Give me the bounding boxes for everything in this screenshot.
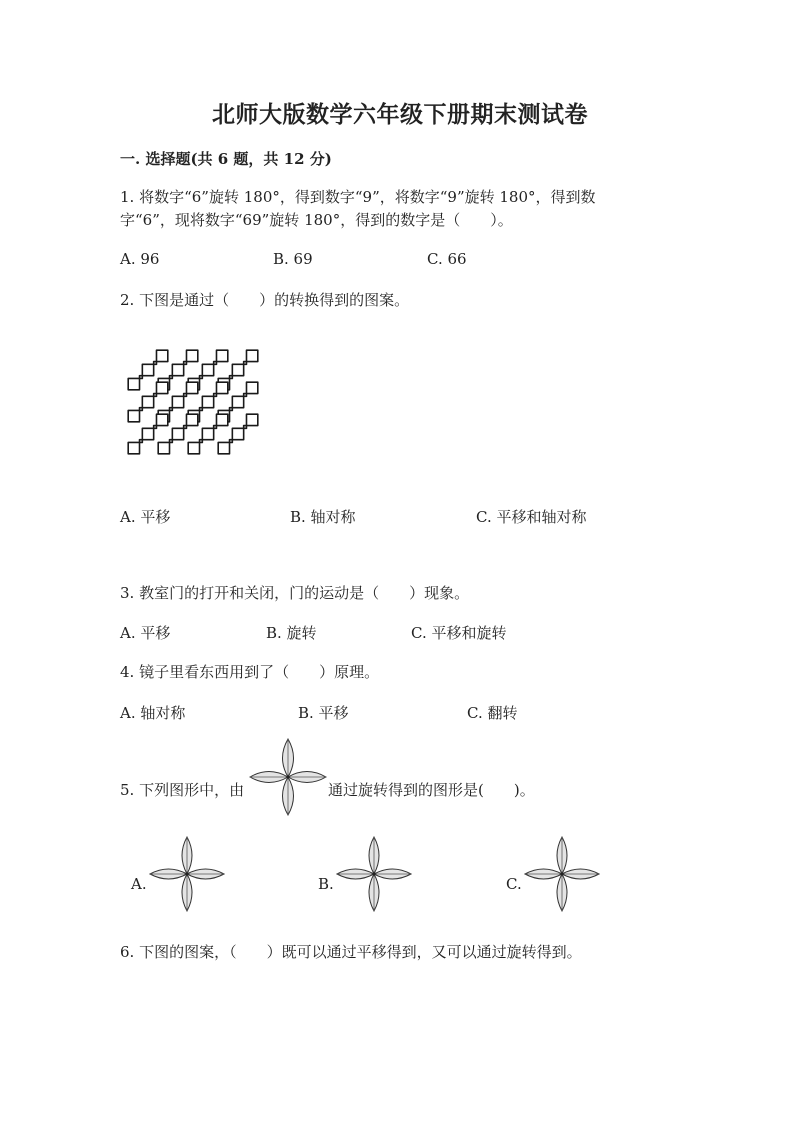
question-3-option-c[interactable]: C. 平移和旋转 (411, 624, 507, 642)
question-1-option-c[interactable]: C. 66 (427, 250, 467, 268)
flower-figure-reference (248, 737, 328, 817)
question-5-option-b-label[interactable]: B. (318, 875, 334, 893)
question-5-text-after: 通过旋转得到的图形是( )。 (328, 781, 535, 799)
question-4-option-a[interactable]: A. 轴对称 (120, 704, 186, 722)
question-2-option-b[interactable]: B. 轴对称 (290, 508, 356, 526)
flower-center (185, 872, 188, 875)
section-heading: 一. 选择题(共 6 题，共 12 分) (120, 150, 332, 168)
question-5-option-c-label[interactable]: C. (506, 875, 522, 893)
flower-figure-option-c[interactable] (523, 835, 601, 913)
question-1-line-2: 字“6”，现将数字“69”旋转 180°，得到的数字是（ ）。 (120, 211, 513, 229)
flower-figure-option-a[interactable] (148, 835, 226, 913)
question-1-option-b[interactable]: B. 69 (273, 250, 313, 268)
question-1-line-1: 1. 将数字“6”旋转 180°，得到数字“9”，将数字“9”旋转 180°，得到数 (120, 188, 596, 206)
page-title: 北师大版数学六年级下册期末测试卷 (212, 101, 588, 128)
question-3-line-1: 3. 教室门的打开和关闭，门的运动是（ ）现象。 (120, 584, 470, 602)
question-2-option-a[interactable]: A. 平移 (120, 508, 171, 526)
question-1-option-a[interactable]: A. 96 (120, 250, 160, 268)
flower-center (372, 872, 375, 875)
question-2-line-1: 2. 下图是通过（ ）的转换得到的图案。 (120, 291, 410, 309)
flower-figure-option-b[interactable] (335, 835, 413, 913)
question-5-option-a-label[interactable]: A. (131, 875, 147, 893)
tessellation-figure (118, 340, 268, 465)
question-4-line-1: 4. 镜子里看东西用到了（ ）原理。 (120, 663, 380, 681)
question-4-option-c[interactable]: C. 翻转 (467, 704, 518, 722)
flower-center (286, 775, 289, 778)
flower-center (560, 872, 563, 875)
question-5-text-before: 5. 下列图形中，由 (120, 781, 245, 799)
question-3-option-b[interactable]: B. 旋转 (266, 624, 317, 642)
question-6-line-1: 6. 下图的图案，（ ）既可以通过平移得到，又可以通过旋转得到。 (120, 943, 582, 961)
question-3-option-a[interactable]: A. 平移 (120, 624, 171, 642)
question-4-option-b[interactable]: B. 平移 (298, 704, 349, 722)
question-2-option-c[interactable]: C. 平移和轴对称 (476, 508, 587, 526)
